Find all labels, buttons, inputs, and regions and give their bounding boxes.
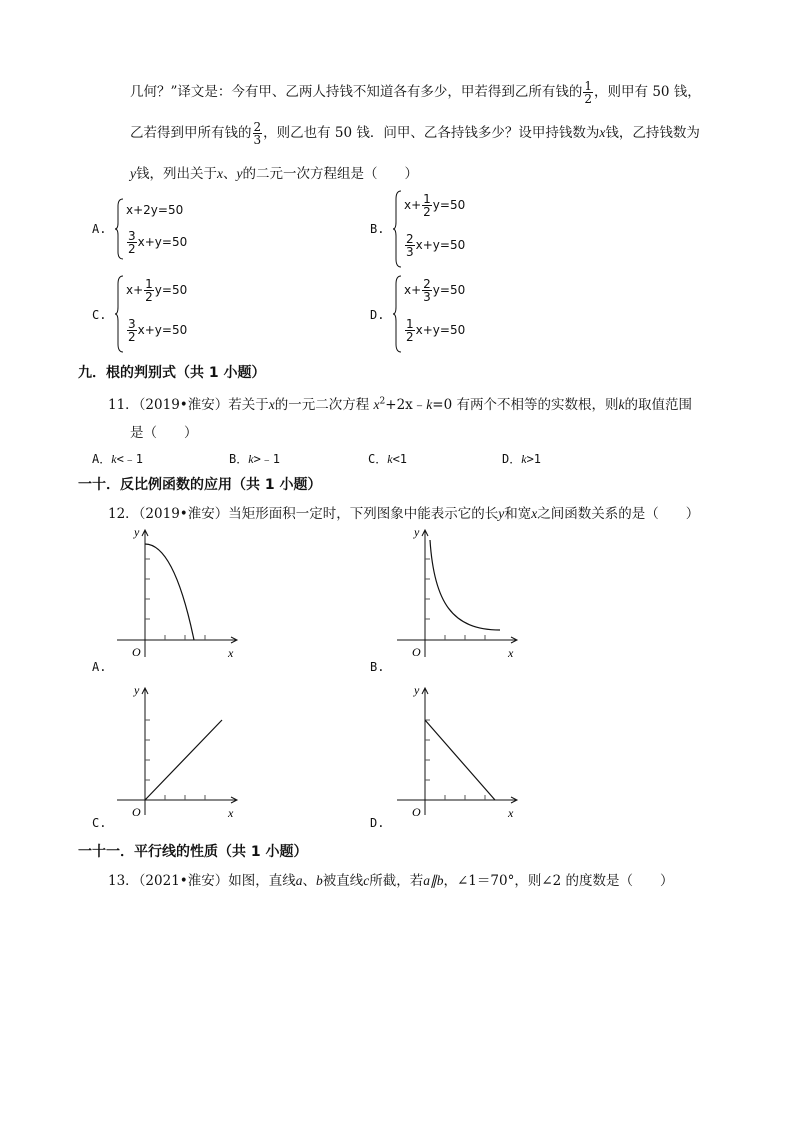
q10-line2-text-c: 钱，乙持钱数为 xyxy=(605,125,700,141)
equation-2 xyxy=(404,233,465,258)
variable-k: k xyxy=(521,452,527,466)
graph-b-label[interactable]: B. xyxy=(370,660,385,674)
fraction-numerator: 2 xyxy=(423,277,431,291)
q11-text-c: 的取值范围 xyxy=(624,397,692,413)
curve-hyperbola xyxy=(430,540,500,630)
fraction-denominator: 2 xyxy=(128,242,136,256)
q13-text-b: 被直线 xyxy=(322,873,364,889)
fraction-numerator: 1 xyxy=(406,317,414,331)
option-b-system[interactable] xyxy=(392,190,482,268)
variable-a: a xyxy=(295,873,303,888)
variable-k: k xyxy=(387,452,393,466)
fraction-denominator: 2 xyxy=(423,205,431,219)
variable-x: x xyxy=(599,125,606,140)
y-ticks xyxy=(145,559,150,619)
option-relation: >1 xyxy=(526,452,542,466)
option-label: D． xyxy=(502,452,522,466)
fraction-denominator: 2 xyxy=(145,290,153,304)
variable-y: y xyxy=(130,166,136,181)
variable-y: y xyxy=(498,506,505,521)
axis-x-label: x xyxy=(508,646,514,660)
q10-line3-text-b: 的二元一次方程组是（ ） xyxy=(242,166,418,182)
q11-line2: 是（ ） xyxy=(130,425,198,441)
y-ticks xyxy=(425,559,430,619)
variable-b: b xyxy=(316,873,323,888)
equation-text: x+ xyxy=(126,283,144,297)
q11-text-a: 11．（2019•淮安）若关于 xyxy=(108,397,269,413)
variable-x: x xyxy=(268,397,275,412)
q11-line1 xyxy=(108,393,692,413)
curve-downward-parabola xyxy=(145,544,194,640)
axis-y-label: y xyxy=(134,525,140,539)
fraction-numerator: 1 xyxy=(584,79,593,93)
q10-line1-text-a: 几何？”译文是：今有甲、乙两人持钱不知道各有多少，甲若得到乙所有钱的 xyxy=(130,84,583,100)
graph-b[interactable] xyxy=(392,522,532,662)
origin-label: O xyxy=(412,645,421,659)
q12-text-c: 之间函数关系的是（ ） xyxy=(537,506,700,522)
equation-text: y=50 xyxy=(432,198,466,212)
variable-y: y xyxy=(236,166,243,181)
equation-text: y=50 xyxy=(154,283,188,297)
option-c-label[interactable]: C. xyxy=(92,308,107,322)
fraction-denominator: 3 xyxy=(253,133,262,147)
q11-text-end: =0 有两个不相等的实数根，则 xyxy=(432,397,619,413)
section-heading-9: 九．根的判别式（共 1 小题） xyxy=(78,365,266,381)
option-a-system[interactable] xyxy=(114,198,204,260)
equation-1: x+2y=50 xyxy=(126,203,184,217)
axis-x-label: x xyxy=(508,806,514,820)
graph-c[interactable] xyxy=(112,680,252,820)
q12-text-a: 12．（2019•淮安）当矩形面积一定时，下列图象中能表示它的长 xyxy=(108,506,499,522)
parallel-condition: a∥b xyxy=(423,873,444,888)
graph-d-label[interactable]: D. xyxy=(370,816,385,830)
graph-a-label[interactable]: A. xyxy=(92,660,107,674)
fraction-denominator: 2 xyxy=(584,92,593,106)
variable-k: k xyxy=(618,397,625,412)
fraction-numerator: 2 xyxy=(406,232,414,246)
equation-text: x+y=50 xyxy=(415,323,466,337)
option-relation: <1 xyxy=(392,452,408,466)
q10-line3 xyxy=(130,162,418,182)
fraction-numerator: 3 xyxy=(128,317,136,331)
fraction-denominator: 3 xyxy=(406,245,414,259)
fraction-numerator: 3 xyxy=(128,229,136,243)
q10-line2-text-b: ，则乙也有 50 钱．问甲、乙各持钱多少？设甲持钱数为 xyxy=(263,125,600,141)
equation-text: +2x﹣ xyxy=(385,397,427,413)
fraction xyxy=(583,80,593,105)
brace-icon xyxy=(392,275,402,353)
q13-text-d: ，∠1＝70°，则∠2 的度数是（ ） xyxy=(443,873,674,889)
x-ticks xyxy=(165,795,205,800)
q11-option-b[interactable] xyxy=(229,450,280,467)
y-ticks xyxy=(145,720,150,780)
q13-line1 xyxy=(108,869,674,889)
option-label: B． xyxy=(229,452,249,466)
section-heading-10: 一十．反比例函数的应用（共 1 小题） xyxy=(78,477,322,493)
separator: 、 xyxy=(223,166,237,182)
q10-line2-text-a: 乙若得到甲所有钱的 xyxy=(130,125,252,141)
axis-x-label: x xyxy=(228,646,234,660)
brace-icon xyxy=(392,190,402,268)
axis-y-label: y xyxy=(134,683,140,697)
equation-text: x+ xyxy=(404,283,422,297)
axis-y-label: y xyxy=(414,683,420,697)
axis-y-label: y xyxy=(414,525,420,539)
variable-c: c xyxy=(363,873,370,888)
origin-label: O xyxy=(412,805,421,819)
q11-option-c[interactable] xyxy=(368,450,407,467)
option-relation: <﹣1 xyxy=(116,452,144,466)
variable-k: k xyxy=(248,452,254,466)
fraction-numerator: 2 xyxy=(253,120,262,134)
q10-line2 xyxy=(130,121,700,146)
section-heading-11: 一十一．平行线的性质（共 1 小题） xyxy=(78,844,308,860)
equation-2 xyxy=(126,230,187,255)
option-label: A． xyxy=(92,452,112,466)
x-ticks xyxy=(165,635,205,640)
variable-x: x xyxy=(373,397,380,412)
fraction-denominator: 2 xyxy=(406,330,414,344)
brace-icon xyxy=(114,275,124,353)
graph-a[interactable] xyxy=(112,522,252,662)
equation-2 xyxy=(126,318,187,343)
option-d-label[interactable]: D. xyxy=(370,308,385,322)
exponent: 2 xyxy=(379,396,386,407)
q12-line1 xyxy=(108,502,699,522)
q13-text-c: 所截，若 xyxy=(369,873,424,889)
variable-k: k xyxy=(111,452,117,466)
option-c-system[interactable] xyxy=(114,275,204,353)
fraction-denominator: 2 xyxy=(128,330,136,344)
q10-line3-text: 钱，列出关于 xyxy=(136,166,217,182)
equation-text: x+y=50 xyxy=(137,235,188,249)
variable-x: x xyxy=(531,506,538,521)
q11-option-d[interactable] xyxy=(502,450,541,467)
brace-icon xyxy=(114,198,124,260)
graph-c-label[interactable]: C. xyxy=(92,816,107,830)
origin-label: O xyxy=(132,805,141,819)
axis-x-label: x xyxy=(228,806,234,820)
equation-1 xyxy=(404,278,465,303)
graph-d[interactable] xyxy=(392,680,532,820)
q11-option-a[interactable] xyxy=(92,450,143,467)
q10-line1-text-b: ，则甲有 50 钱， xyxy=(594,84,701,100)
q12-text-b: 和宽 xyxy=(504,506,532,522)
equation-text: x+y=50 xyxy=(137,323,188,337)
q11-text-b: 的一元二次方程 xyxy=(274,397,370,413)
equation-1 xyxy=(404,193,465,218)
equation-text: x+y=50 xyxy=(415,238,466,252)
option-b-label[interactable]: B. xyxy=(370,222,385,236)
equation-text: y=50 xyxy=(432,283,466,297)
option-d-system[interactable] xyxy=(392,275,482,353)
equation-text: x+ xyxy=(404,198,422,212)
option-label: C． xyxy=(368,452,388,466)
equation-2 xyxy=(404,318,465,343)
x-ticks xyxy=(445,635,485,640)
origin-label: O xyxy=(132,645,141,659)
q10-line1 xyxy=(130,80,701,105)
q13-text-a: 13．（2021•淮安）如图，直线 xyxy=(108,873,296,889)
fraction-numerator: 1 xyxy=(423,192,431,206)
separator: 、 xyxy=(302,873,316,889)
fraction xyxy=(253,121,263,146)
variable-x: x xyxy=(217,166,223,181)
fraction-denominator: 3 xyxy=(423,290,431,304)
y-ticks xyxy=(425,720,430,780)
fraction-numerator: 1 xyxy=(145,277,153,291)
curve-increasing-line xyxy=(145,720,222,800)
variable-k: k xyxy=(426,397,433,412)
option-relation: >﹣1 xyxy=(253,452,281,466)
option-a-label[interactable]: A. xyxy=(92,222,107,236)
curve-decreasing-line xyxy=(425,720,495,800)
x-ticks xyxy=(445,795,485,800)
equation-1 xyxy=(126,278,187,303)
